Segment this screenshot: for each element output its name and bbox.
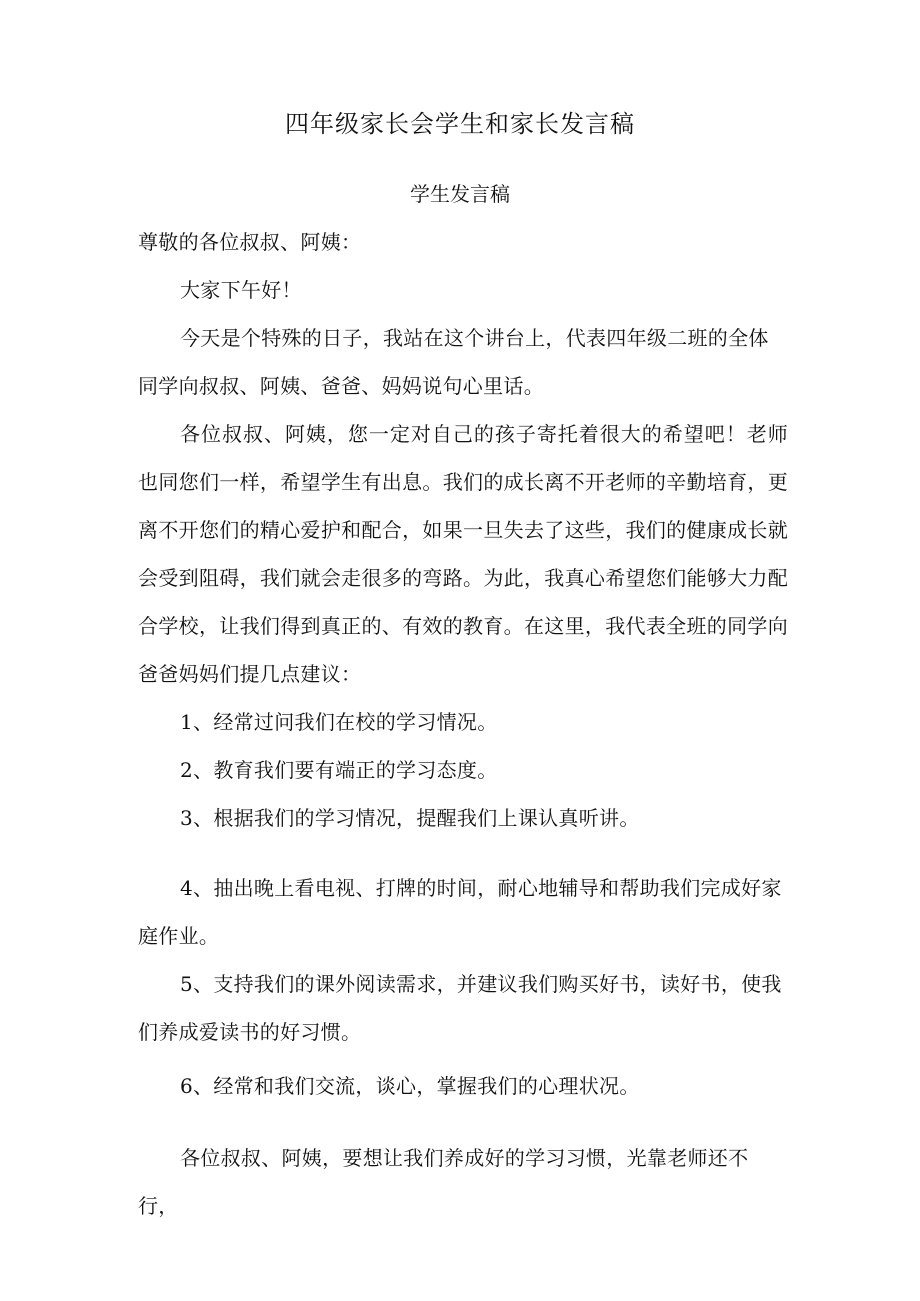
- suggestion-item: 4、抽出晚上看电视、打牌的时间，耐心地辅导和帮助我们完成好家庭作业。: [138, 876, 782, 948]
- paragraph-closing: 各位叔叔、阿姨，要想让我们养成好的学习习惯，光靠老师还不行，: [138, 1146, 749, 1218]
- document-subtitle: 学生发言稿: [410, 182, 510, 206]
- suggestion-item: 5、支持我们的课外阅读需求，并建议我们购买好书，读好书，使我们养成爱读书的好习惯。: [138, 972, 782, 1044]
- suggestion-item: 2、教育我们要有端正的学习态度。: [180, 758, 498, 782]
- suggestion-item: 3、根据我们的学习情况，提醒我们上课认真听讲。: [180, 806, 640, 830]
- paragraph-hope: 各位叔叔、阿姨，您一定对自己的孩子寄托着很大的希望吧！老师也同您们一样，希望学生有出息。我们的成长离不开老师的辛勤培育，更离不开您们的精心爱护和配合，如果一旦失去了这些，我们的健康成长就会受到阻碍，我们就会走很多的弯路。为此，我真心希望您们能够大力配合学校，让我们得到真正的、有效的教育。在这里，我代表全班的同学向爸爸妈妈们提几点建议：: [138, 422, 788, 686]
- document-title: 四年级家长会学生和家长发言稿: [285, 110, 635, 138]
- suggestion-item: 6、经常和我们交流，谈心，掌握我们的心理状况。: [180, 1074, 640, 1098]
- suggestion-item: 1、经常过问我们在校的学习情况。: [180, 710, 498, 734]
- paragraph-intro: 今天是个特殊的日子，我站在这个讲台上，代表四年级二班的全体同学向叔叔、阿姨、爸爸、妈妈说句心里话。: [138, 326, 769, 398]
- salutation: 尊敬的各位叔叔、阿姨：: [138, 230, 362, 254]
- paragraph-greeting: 大家下午好！: [180, 278, 302, 302]
